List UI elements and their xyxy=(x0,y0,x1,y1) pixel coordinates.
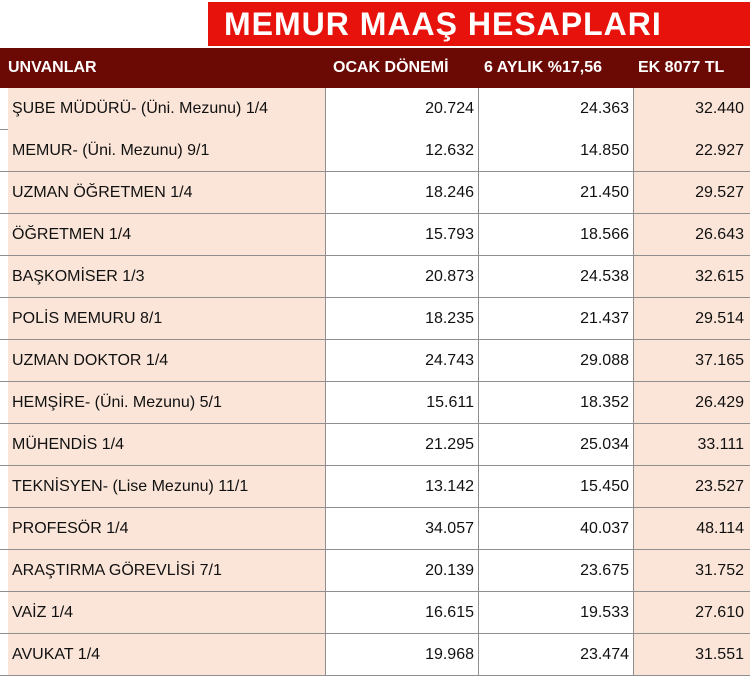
header-ek-8077: EK 8077 TL xyxy=(638,59,725,76)
cell-unvan[interactable]: ÖĞRETMEN 1/4 xyxy=(8,214,326,255)
cell-ek[interactable]: 26.429 xyxy=(634,382,750,423)
table-row xyxy=(0,550,750,592)
cell-unvan[interactable]: MEMUR- (Üni. Mezunu) 9/1 xyxy=(8,130,326,171)
cell-alti-aylik[interactable]: 24.538 xyxy=(479,256,634,297)
cell-unvan[interactable]: TEKNİSYEN- (Lise Mezunu) 11/1 xyxy=(8,466,326,507)
cell-ek[interactable]: 26.643 xyxy=(634,214,750,255)
header-ocak-donemi: OCAK DÖNEMİ xyxy=(333,59,449,76)
header-unvanlar: UNVANLAR xyxy=(8,59,97,76)
cell-alti-aylik[interactable]: 23.675 xyxy=(479,550,634,591)
cell-ek[interactable]: 31.551 xyxy=(634,634,750,675)
cell-ek[interactable]: 22.927 xyxy=(634,130,750,171)
cell-ocak[interactable]: 19.968 xyxy=(326,634,479,675)
cell-unvan[interactable]: PROFESÖR 1/4 xyxy=(8,508,326,549)
cell-alti-aylik[interactable]: 15.450 xyxy=(479,466,634,507)
cell-ek[interactable]: 27.610 xyxy=(634,592,750,633)
cell-ocak[interactable]: 16.615 xyxy=(326,592,479,633)
cell-ocak[interactable]: 18.246 xyxy=(326,172,479,213)
table-row xyxy=(0,256,750,298)
table-row xyxy=(0,466,750,508)
cell-ocak[interactable]: 34.057 xyxy=(326,508,479,549)
cell-ocak[interactable]: 13.142 xyxy=(326,466,479,507)
cell-alti-aylik[interactable]: 19.533 xyxy=(479,592,634,633)
cell-unvan[interactable]: MÜHENDİS 1/4 xyxy=(8,424,326,465)
cell-alti-aylik[interactable]: 18.566 xyxy=(479,214,634,255)
table-row xyxy=(0,130,750,172)
cell-unvan[interactable]: UZMAN DOKTOR 1/4 xyxy=(8,340,326,381)
cell-unvan[interactable]: ARAŞTIRMA GÖREVLİSİ 7/1 xyxy=(8,550,326,591)
cell-ek[interactable]: 37.165 xyxy=(634,340,750,381)
cell-ocak[interactable]: 20.724 xyxy=(326,88,479,130)
table-row xyxy=(0,508,750,550)
cell-ocak[interactable]: 15.793 xyxy=(326,214,479,255)
cell-ocak[interactable]: 20.139 xyxy=(326,550,479,591)
cell-ek[interactable]: 29.514 xyxy=(634,298,750,339)
cell-ek[interactable]: 32.440 xyxy=(634,88,750,130)
table-row xyxy=(0,340,750,382)
cell-alti-aylik[interactable]: 21.450 xyxy=(479,172,634,213)
cell-unvan[interactable]: ŞUBE MÜDÜRÜ- (Üni. Mezunu) 1/4 xyxy=(8,88,326,130)
cell-ocak[interactable]: 15.611 xyxy=(326,382,479,423)
cell-ocak[interactable]: 18.235 xyxy=(326,298,479,339)
salary-table xyxy=(0,88,750,672)
cell-ek[interactable]: 31.752 xyxy=(634,550,750,591)
cell-ek[interactable]: 48.114 xyxy=(634,508,750,549)
table-row xyxy=(0,424,750,466)
cell-unvan[interactable]: VAİZ 1/4 xyxy=(8,592,326,633)
table-row xyxy=(0,298,750,340)
cell-ocak[interactable]: 12.632 xyxy=(326,130,479,171)
page-title: MEMUR MAAŞ HESAPLARI xyxy=(208,2,750,46)
cell-ek[interactable]: 23.527 xyxy=(634,466,750,507)
cell-alti-aylik[interactable]: 40.037 xyxy=(479,508,634,549)
cell-alti-aylik[interactable]: 29.088 xyxy=(479,340,634,381)
cell-ek[interactable]: 33.111 xyxy=(634,424,750,465)
table-row xyxy=(0,634,750,676)
cell-ocak[interactable]: 24.743 xyxy=(326,340,479,381)
cell-alti-aylik[interactable]: 18.352 xyxy=(479,382,634,423)
table-header-row xyxy=(0,48,750,88)
cell-alti-aylik[interactable]: 14.850 xyxy=(479,130,634,171)
cell-unvan[interactable]: HEMŞİRE- (Üni. Mezunu) 5/1 xyxy=(8,382,326,423)
cell-ek[interactable]: 29.527 xyxy=(634,172,750,213)
cell-alti-aylik[interactable]: 24.363 xyxy=(479,88,634,130)
cell-ocak[interactable]: 20.873 xyxy=(326,256,479,297)
cell-ek[interactable]: 32.615 xyxy=(634,256,750,297)
cell-unvan[interactable]: POLİS MEMURU 8/1 xyxy=(8,298,326,339)
cell-unvan[interactable]: AVUKAT 1/4 xyxy=(8,634,326,675)
cell-unvan[interactable]: BAŞKOMİSER 1/3 xyxy=(8,256,326,297)
cell-unvan[interactable]: UZMAN ÖĞRETMEN 1/4 xyxy=(8,172,326,213)
table-row xyxy=(0,214,750,256)
cell-alti-aylik[interactable]: 25.034 xyxy=(479,424,634,465)
table-row xyxy=(0,382,750,424)
table-row xyxy=(0,172,750,214)
cell-alti-aylik[interactable]: 21.437 xyxy=(479,298,634,339)
table-row xyxy=(0,592,750,634)
table-row xyxy=(0,88,750,130)
cell-alti-aylik[interactable]: 23.474 xyxy=(479,634,634,675)
header-alti-aylik: 6 AYLIK %17,56 xyxy=(484,59,602,76)
cell-ocak[interactable]: 21.295 xyxy=(326,424,479,465)
